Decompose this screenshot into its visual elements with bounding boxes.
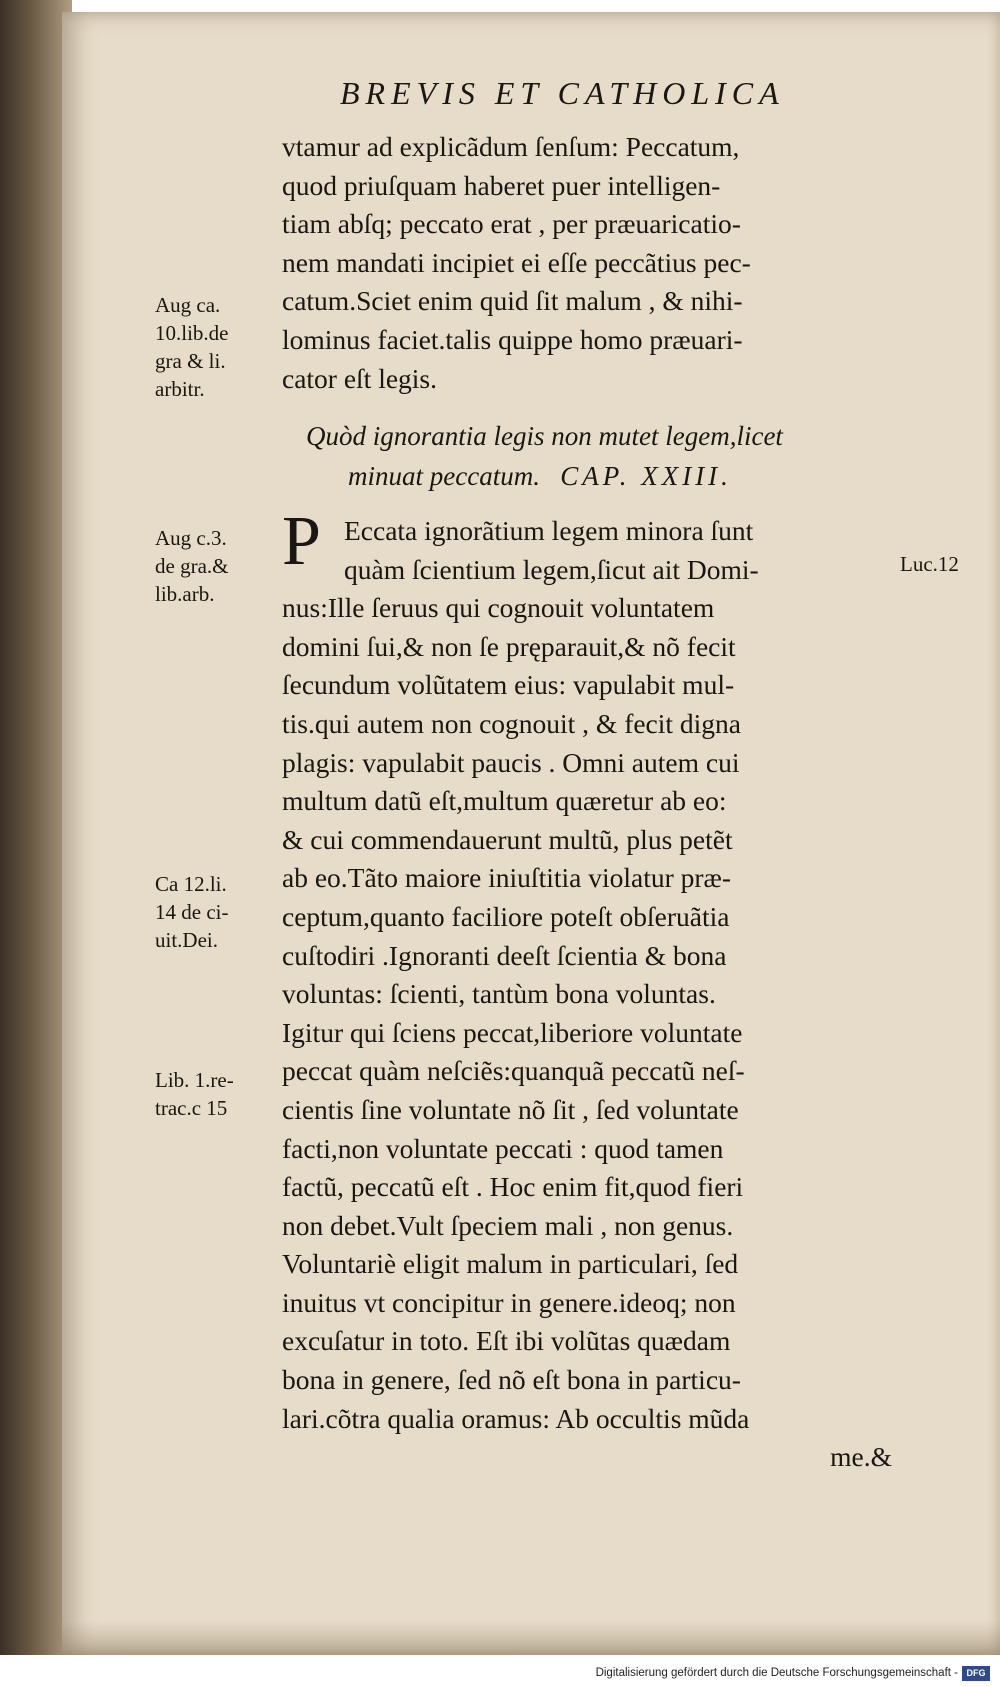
- text-line: ab eo.Tãto maiore iniuſtitia violatur præ-: [282, 862, 732, 894]
- margin-note-line: arbitr.: [155, 377, 205, 401]
- chapter-title-line2: [300, 456, 900, 496]
- text-line: tiam abſq; peccato erat , per præuaricatio-: [282, 208, 741, 240]
- margin-note-line: 10.lib.de: [155, 321, 229, 345]
- text-line: cator eſt legis.: [282, 362, 438, 394]
- text-line: excuſatur in toto. Eſt ibi volũtas quædam: [282, 1325, 731, 1357]
- text-line: peccat quàm neſciẽs:quanquã peccatũ neſ-: [282, 1055, 745, 1087]
- text-line: tis.qui autem non cognouit , & fecit digna: [282, 707, 742, 739]
- text-line: lari.cõtra qualia oramus: Ab occultis mũda: [282, 1402, 750, 1434]
- margin-note-aug-ca10: [155, 291, 229, 403]
- text-line: nus:Ille ſeruus qui cognouit voluntatem: [282, 592, 715, 624]
- margin-note-line: gra & li.: [155, 349, 226, 373]
- text-line: & cui commendauerunt multũ, plus petẽt: [282, 823, 733, 855]
- margin-note-lib1-retrac: [155, 1066, 234, 1122]
- margin-note-line: uit.Dei.: [155, 928, 218, 952]
- text-line: Igitur qui ſciens peccat,liberiore voluntate: [282, 1016, 743, 1048]
- margin-note-line: lib.arb.: [155, 582, 215, 606]
- chapter-title-line2-text: minuat peccatum.: [348, 461, 540, 491]
- chapter-title-line1: Quòd ignorantia legis non mutet legem,licet: [306, 421, 783, 451]
- text-line: plagis: vapulabit paucis . Omni autem cui: [282, 746, 740, 778]
- text-line: Eccata ignorãtium legem minora ſunt: [344, 515, 754, 546]
- margin-note-line: trac.c 15: [155, 1096, 228, 1120]
- text-line: non debet.Vult ſpeciem mali , non genus.: [282, 1209, 734, 1241]
- margin-note-ca12: [155, 870, 228, 954]
- text-line: vtamur ad explicãdum ſenſum: Peccatum,: [282, 131, 740, 162]
- text-line: factũ, peccatũ eſt . Hoc enim fit,quod fieri: [282, 1171, 744, 1203]
- text-line: domini ſui,& non ſe pręparauit,& nõ fecit: [282, 630, 736, 662]
- text-line: inuitus vt concipitur in genere.ideoq; non: [282, 1286, 736, 1318]
- margin-note-line: Aug c.3.: [155, 526, 227, 550]
- digitization-footer: [0, 1663, 1000, 1687]
- text-line: quàm ſcientium legem,ſicut ait Domi-: [344, 553, 759, 585]
- margin-note-line: Ca 12.li.: [155, 872, 227, 896]
- text-line: quod priuſquam haberet puer intelligen-: [282, 169, 721, 201]
- text-line: voluntas: ſcienti, tantùm bona voluntas.: [282, 978, 716, 1010]
- margin-note-line: Aug ca.: [155, 293, 221, 317]
- margin-note-line: Lib. 1.re-: [155, 1068, 234, 1092]
- margin-note-line: de gra.&: [155, 554, 229, 578]
- text-line: bona in genere, ſed nõ eſt bona in particu-: [282, 1364, 741, 1396]
- chapter-title: [300, 416, 900, 496]
- text-line: multum datũ eſt,multum quæretur ab eo:: [282, 785, 727, 817]
- text-line: ſecundum volũtatem eius: vapulabit mul-: [282, 669, 735, 701]
- text-line: lominus faciet.talis quippe homo præuari-: [282, 323, 743, 355]
- dfg-logo-icon: DFG: [962, 1666, 990, 1681]
- drop-cap-initial: P: [282, 503, 321, 580]
- text-line: facti,non voluntate peccati : quod tamen: [282, 1132, 724, 1164]
- chapter-number: CAP. XXIII.: [560, 461, 732, 491]
- running-head: BREVIS ET CATHOLICA: [340, 75, 785, 111]
- margin-note-line: 14 de ci-: [155, 900, 229, 924]
- text-line: Voluntariè eligit malum in particulari, ſed: [282, 1248, 739, 1280]
- text-line: nem mandati incipiet ei eſſe peccãtius pec-: [282, 246, 751, 278]
- text-line: cientis ſine voluntate nõ ſit , ſed voluntate: [282, 1093, 739, 1125]
- footer-credit-text: Digitalisierung gefördert durch die Deutsche Forschungsgemeinschaft -: [595, 1667, 958, 1679]
- margin-note-luc12: Luc.12: [900, 552, 959, 576]
- margin-note-aug-c3: [155, 524, 228, 608]
- chapter-body: [282, 503, 912, 1477]
- text-line: ceptum,quanto faciliore poteſt obſeruãtia: [282, 900, 730, 932]
- page-bottom-shade: [62, 1620, 1000, 1655]
- opening-paragraph: [282, 128, 912, 398]
- catchword: me.&: [830, 1441, 892, 1473]
- text-line: catum.Sciet enim quid ſit malum , & nihi-: [282, 285, 743, 317]
- text-line: cuſtodiri .Ignoranti deeſt ſcientia & bona: [282, 939, 727, 971]
